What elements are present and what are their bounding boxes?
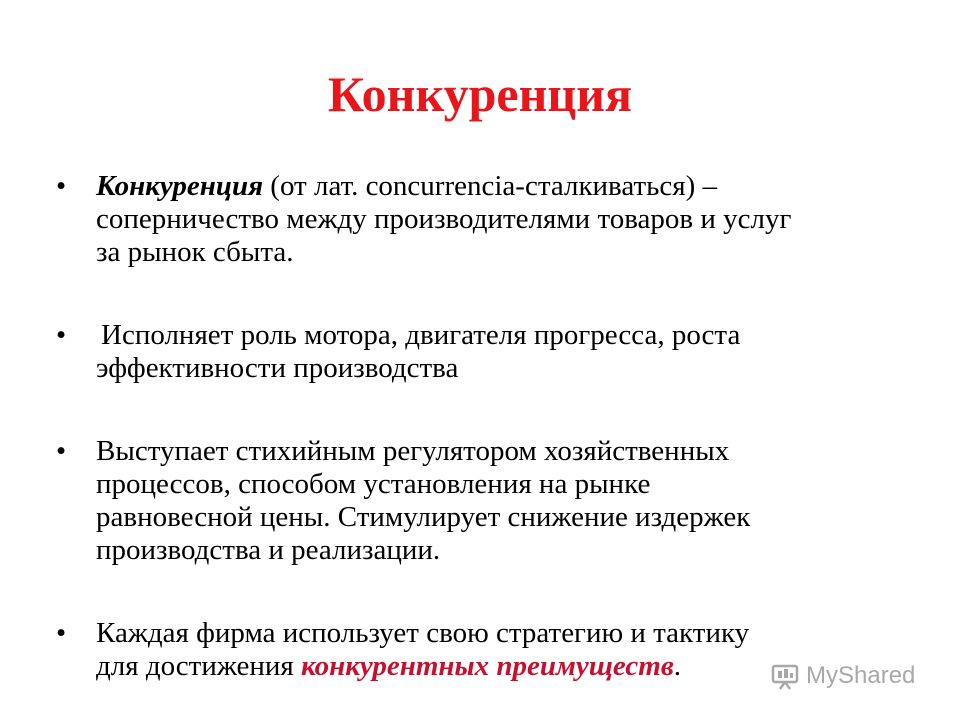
watermark-text: MyShared	[806, 662, 916, 689]
slide-title: Конкуренция	[327, 66, 633, 122]
strategy-line-2-start: для достижения	[96, 650, 302, 682]
regulator-line-1: Выступает стихийным регулятором хозяйственных	[96, 435, 730, 467]
role-line-2: эффективности производства	[96, 352, 459, 384]
presentation-board-icon	[770, 661, 800, 691]
competitive-advantages-highlight: конкурентных преимуществ	[301, 650, 674, 682]
strategy-line-2-end: .	[673, 650, 682, 682]
definition-line-1: (от лат. concurrencia-сталкиваться) –	[263, 170, 718, 202]
bullet-marker: •	[56, 617, 67, 649]
bullet-list	[56, 170, 916, 683]
bullet-marker: •	[56, 319, 67, 351]
regulator-line-4: производства и реализации.	[96, 534, 441, 566]
bullet-item-role	[56, 319, 916, 385]
bullet-text	[96, 170, 916, 269]
bullet-marker: •	[56, 170, 67, 202]
bullet-text	[96, 435, 916, 567]
strategy-line-1: Каждая фирма использует свою стратегию и тактику	[96, 617, 750, 649]
bullet-text	[96, 319, 916, 385]
regulator-line-2: процессов, способом установления на рынке	[96, 468, 651, 500]
definition-line-2: соперничество между производителями товаров и услуг	[96, 203, 792, 235]
regulator-line-3: равновесной цены. Стимулирует снижение издержек	[96, 501, 751, 533]
bullet-marker: •	[56, 435, 67, 467]
myshared-watermark	[770, 656, 915, 696]
definition-line-3: за рынок сбыта.	[96, 236, 294, 268]
bullet-item-definition	[56, 170, 916, 269]
definition-term: Конкуренция	[96, 170, 264, 202]
bullet-item-regulator	[56, 435, 916, 567]
role-line-1: Исполняет роль мотора, двигателя прогресса, роста	[101, 319, 741, 351]
